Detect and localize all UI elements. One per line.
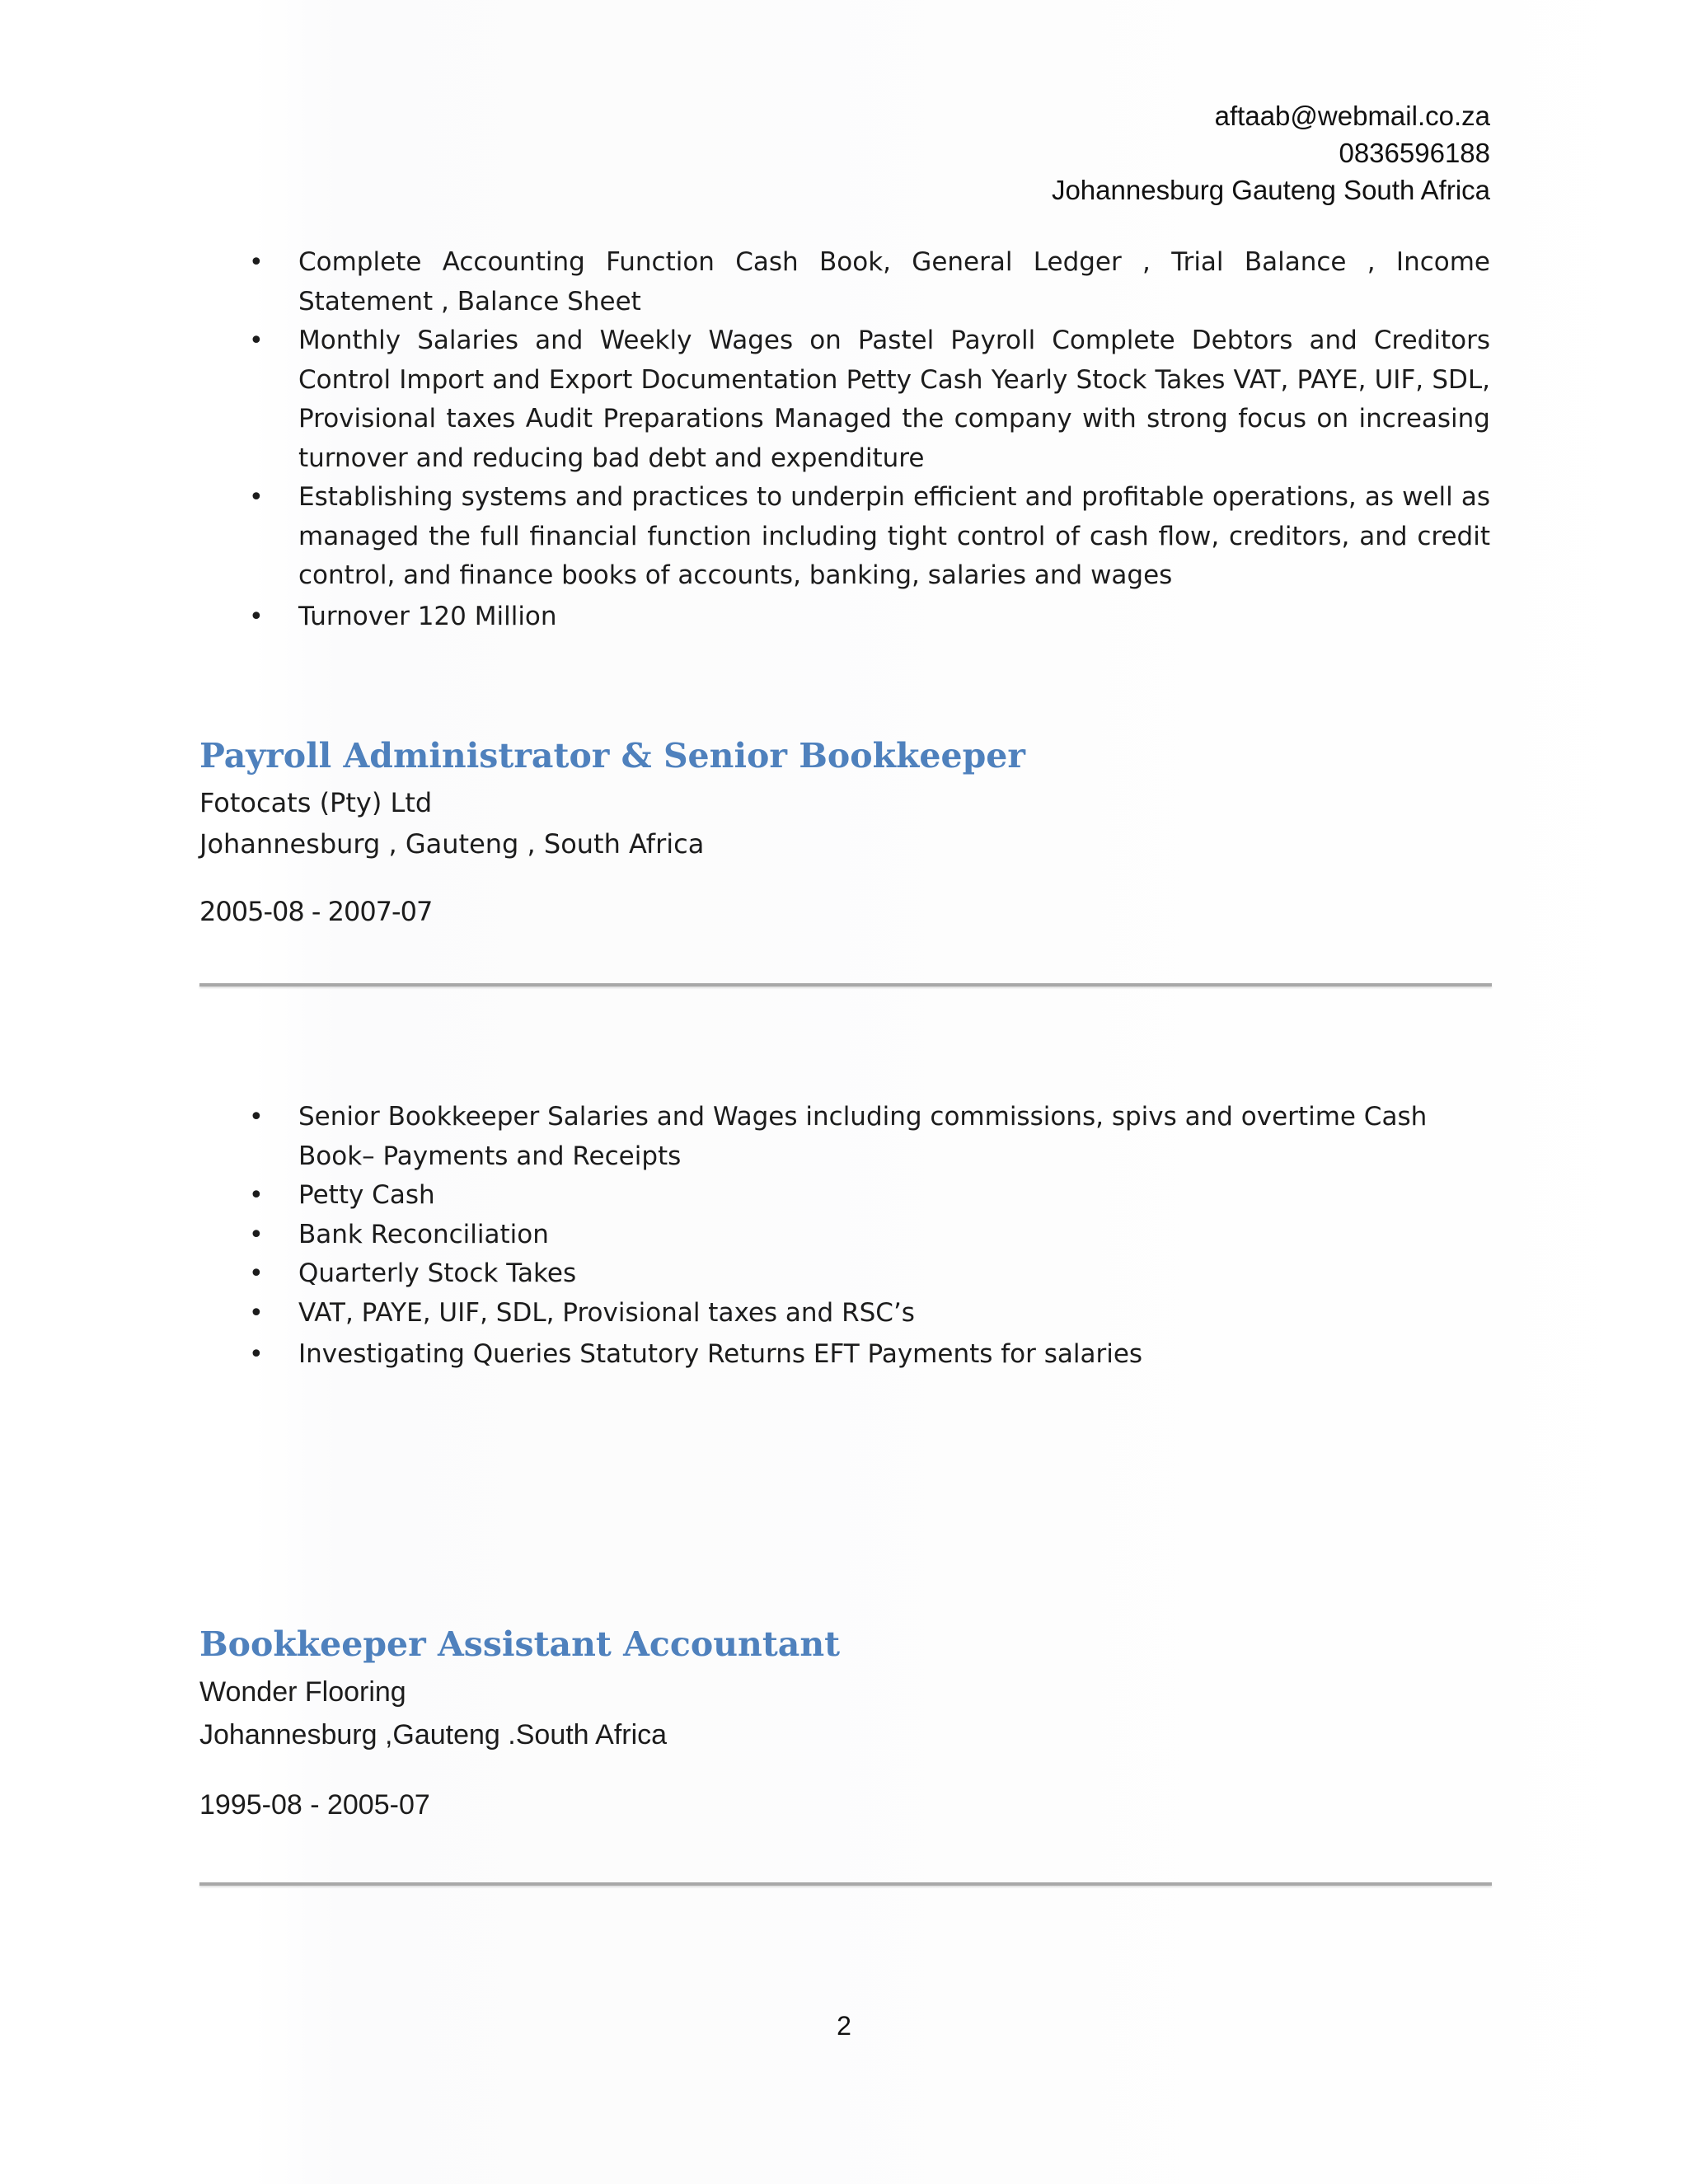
list-item bbox=[249, 243, 1490, 321]
payroll-duties-list bbox=[249, 1098, 1490, 1375]
duty-text: Monthly Salaries and Weekly Wages on Pastel Payroll Complete Debtors and Creditors Control Import and Export Documentation Petty Cash Yearly Stock Takes VAT, PAYE, UIF, SDL, Provisional taxes Audit Preparations Managed the company with strong focus on increasing turnover and reducing bad debt and expenditure bbox=[298, 326, 1490, 473]
list-item bbox=[249, 1294, 1490, 1333]
job-location: Johannesburg , Gauteng , South Africa bbox=[199, 828, 705, 860]
bullet-icon: • bbox=[249, 248, 264, 277]
contact-email[interactable]: aftaab@webmail.co.za bbox=[1214, 101, 1490, 131]
duty-text: Bank Reconciliation bbox=[298, 1219, 549, 1249]
job-dates: 2005-08 - 2007-07 bbox=[199, 896, 433, 927]
list-item bbox=[249, 1176, 1490, 1216]
duty-text: Petty Cash bbox=[298, 1180, 435, 1210]
job-location: Johannesburg ,Gauteng .South Africa bbox=[199, 1719, 668, 1750]
duty-text: Establishing systems and practices to underpin efficient and profitable operations, as well as managed the full financial function including tight control of cash flow, creditors, and credit control, and finance books of accounts, banking, salaries and wages bbox=[298, 482, 1490, 590]
list-item bbox=[249, 598, 1490, 637]
previous-duties-list bbox=[249, 243, 1490, 636]
bullet-icon: • bbox=[249, 602, 264, 631]
bullet-icon: • bbox=[249, 1259, 264, 1288]
job-company: Fotocats (Pty) Ltd bbox=[199, 787, 433, 818]
bullet-icon: • bbox=[249, 483, 264, 512]
contact-block bbox=[1052, 97, 1490, 209]
list-item bbox=[249, 478, 1490, 596]
bullet-icon: • bbox=[249, 326, 264, 355]
bullet-icon: • bbox=[249, 1298, 264, 1328]
list-item bbox=[249, 1254, 1490, 1294]
job-company: Wonder Flooring bbox=[199, 1676, 406, 1708]
bullet-icon: • bbox=[249, 1103, 264, 1132]
bullet-icon: • bbox=[249, 1220, 264, 1249]
duty-text: Investigating Queries Statutory Returns EFT Payments for salaries bbox=[298, 1339, 1143, 1369]
duty-text: VAT, PAYE, UIF, SDL, Provisional taxes and RSC’s bbox=[298, 1297, 915, 1328]
duty-text: Turnover 120 Million bbox=[298, 601, 557, 631]
list-item bbox=[249, 1335, 1490, 1375]
job-title-payroll: Payroll Administrator & Senior Bookkeeper bbox=[199, 736, 1025, 776]
bullet-icon: • bbox=[249, 1340, 264, 1369]
list-item bbox=[249, 321, 1490, 478]
duty-text: Complete Accounting Function Cash Book, General Ledger , Trial Balance , Income Statement , Balance Sheet bbox=[298, 247, 1490, 316]
section-divider bbox=[199, 983, 1492, 987]
duty-text: Quarterly Stock Takes bbox=[298, 1258, 577, 1288]
job-dates: 1995-08 - 2005-07 bbox=[199, 1789, 430, 1821]
bullet-icon: • bbox=[249, 1181, 264, 1210]
duty-text: Senior Bookkeeper Salaries and Wages including commissions, spivs and overtime Cash Book– Payments and Receipts bbox=[298, 1102, 1428, 1171]
contact-phone: 0836596188 bbox=[1339, 138, 1490, 168]
contact-location: Johannesburg Gauteng South Africa bbox=[1051, 175, 1490, 205]
list-item bbox=[249, 1216, 1490, 1255]
list-item bbox=[249, 1098, 1490, 1176]
page-number: 2 bbox=[837, 2011, 851, 2041]
section-divider bbox=[199, 1882, 1492, 1886]
job-title-bookkeeper: Bookkeeper Assistant Accountant bbox=[199, 1624, 841, 1664]
